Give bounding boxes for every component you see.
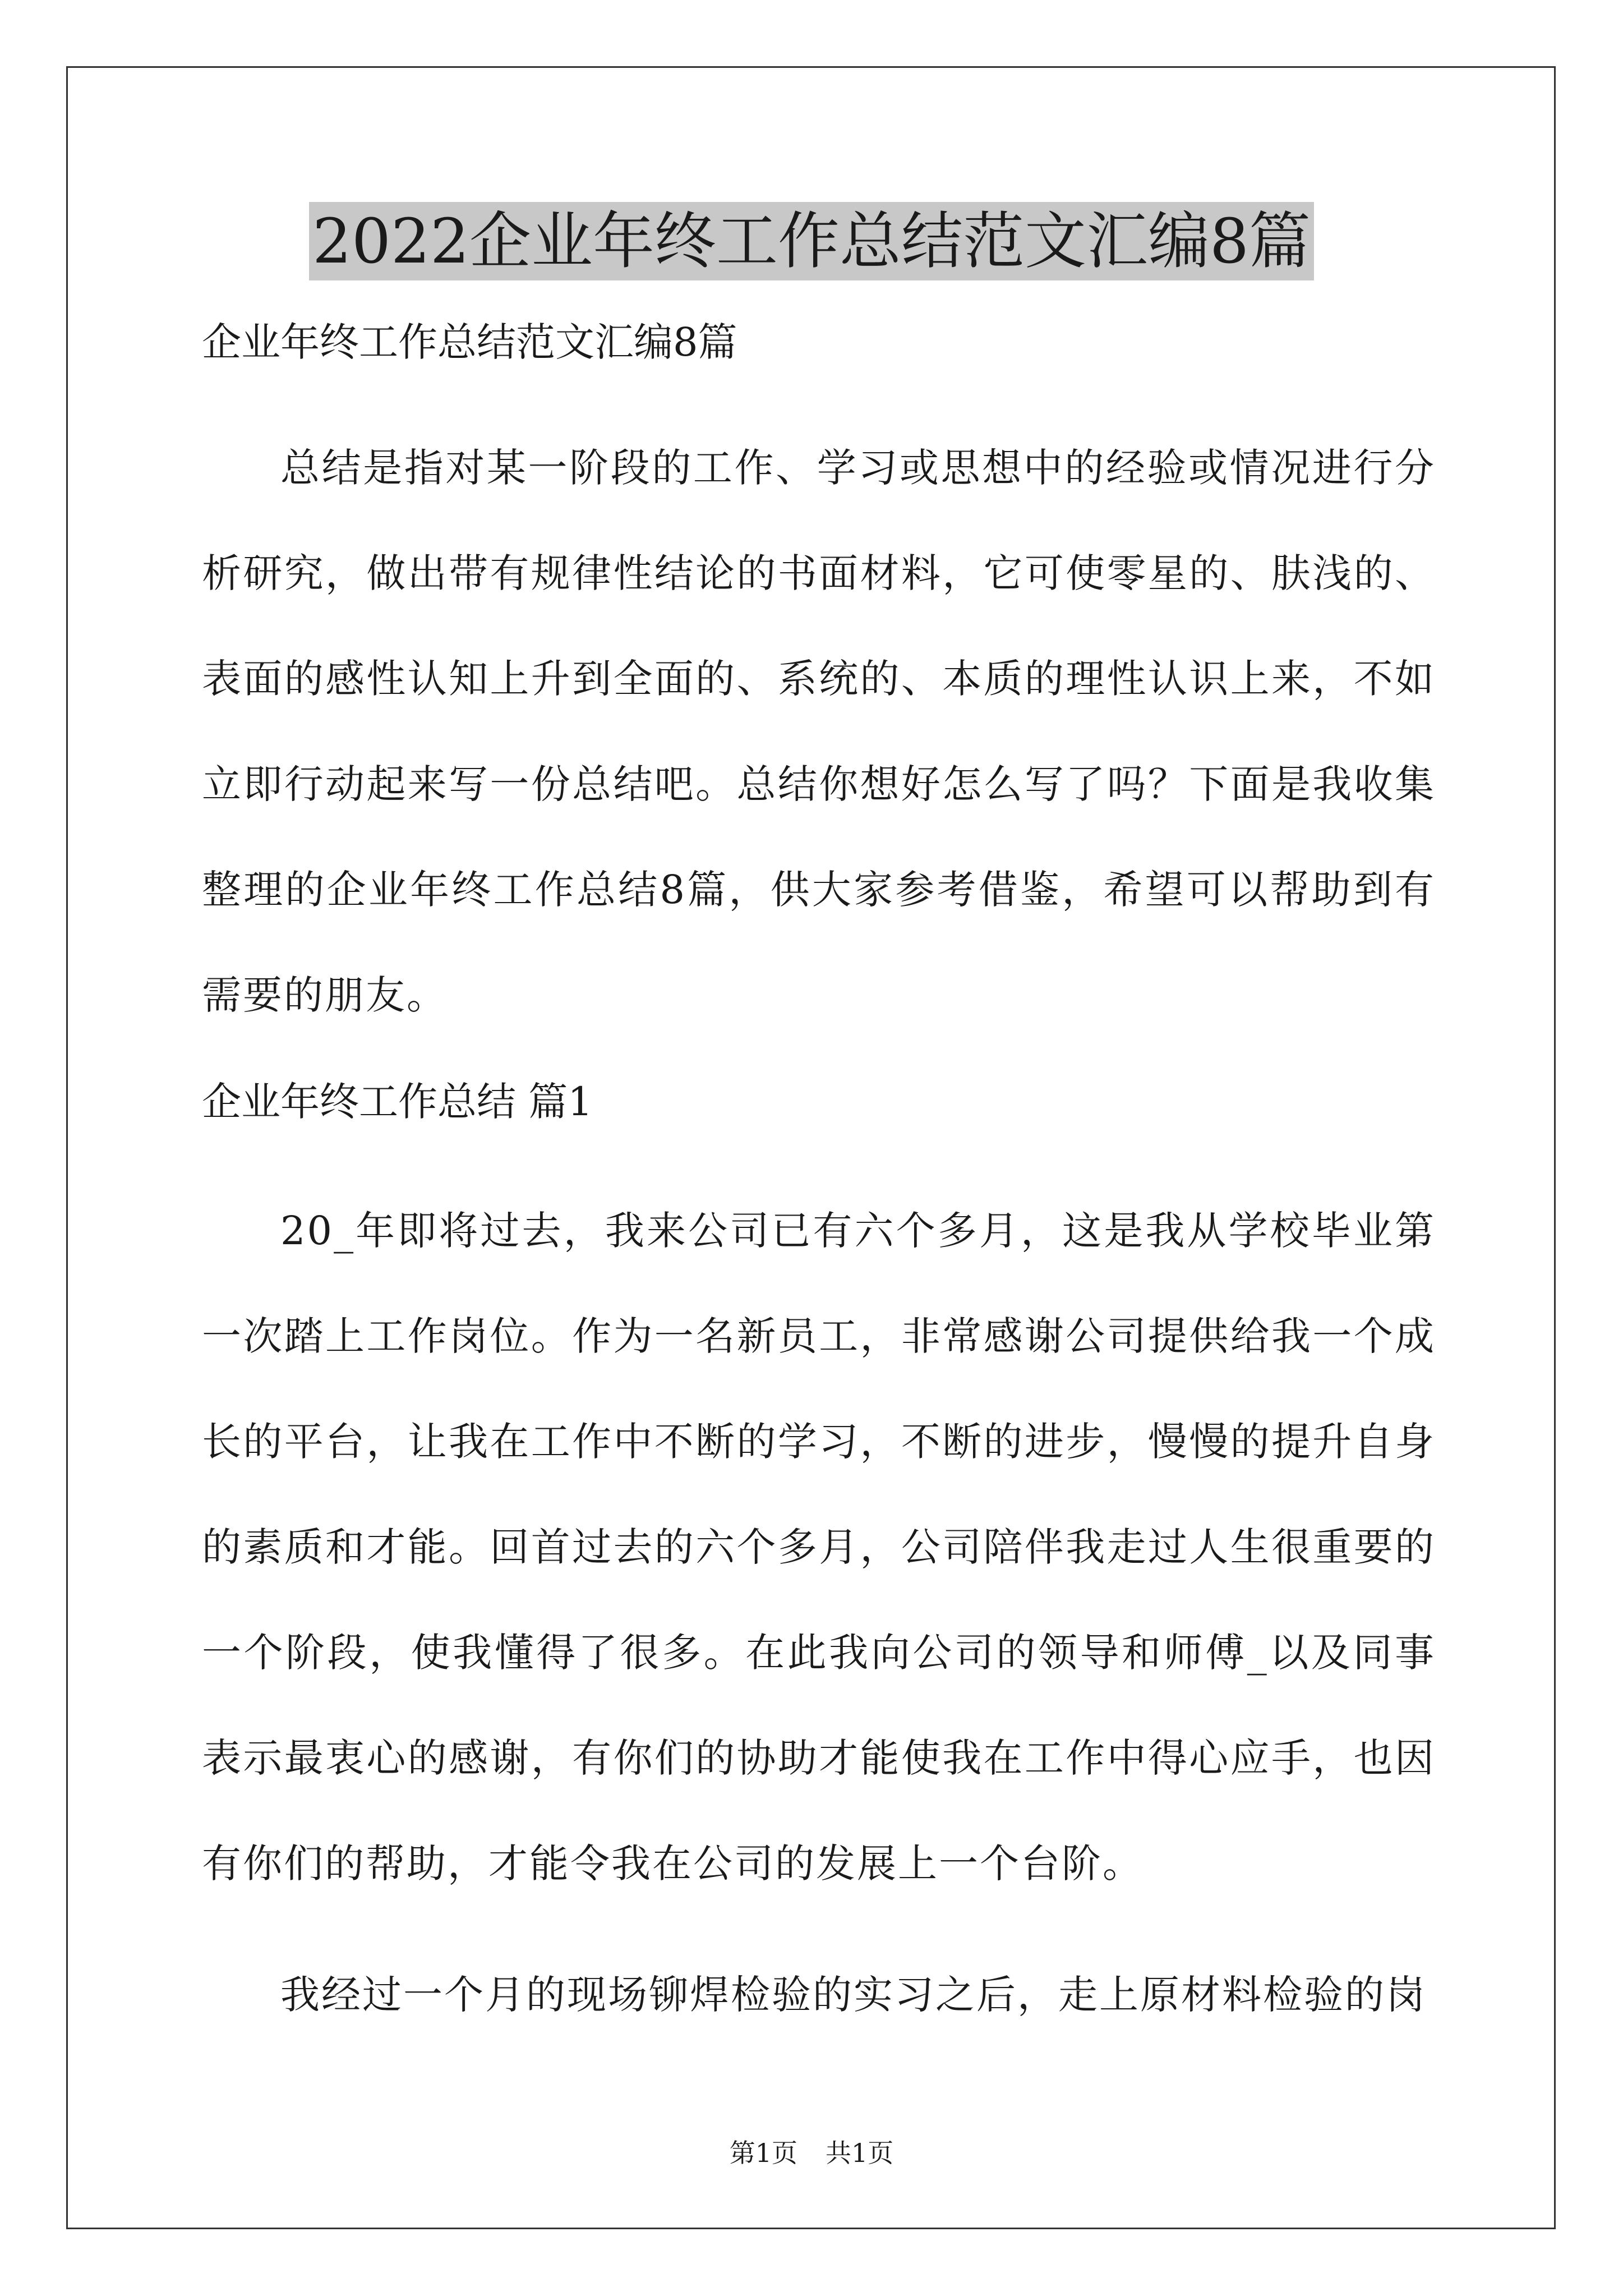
intro-paragraph: 总结是指对某一阶段的工作、学习或思想中的经验或情况进行分析研究，做出带有规律性结论的书面材料，它可使零星的、肤浅的、表面的感性认知上升到全面的、系统的、本质的理性认识上来，不如立即行动起来写一份总结吧。总结你想好怎么写了吗？下面是我收集整理的企业年终工作总结8篇，供大家参考借鉴，希望可以帮助到有需要的朋友。 <box>202 445 1436 1018</box>
document-title: 2022企业年终工作总结范文汇编8篇 <box>309 202 1314 280</box>
section-heading: 企业年终工作总结 篇1 <box>202 1079 593 1125</box>
section-paragraph: 20_年即将过去，我来公司已有六个多月，这是我从学校毕业第一次踏上工作岗位。作为一名新员工，非常感谢公司提供给我一个成长的平台，让我在工作中不断的学习，不断的进步，慢慢的提升自身的素质和才能。回首过去的六个多月，公司陪伴我走过人生很重要的一个阶段，使我懂得了很多。在此我向公司的领导和师傅_以及同事表示最衷心的感谢，有你们的协助才能使我在工作中得心应手，也因有你们的帮助，才能令我在公司的发展上一个台阶。 <box>202 1208 1436 1887</box>
page-footer <box>0 2136 1623 2170</box>
document-body <box>202 303 1436 2047</box>
title-container <box>0 202 1623 280</box>
document-subtitle: 企业年终工作总结范文汇编8篇 <box>202 319 737 365</box>
page-number: 第1页 <box>729 2138 797 2168</box>
section-paragraph-continued: 我经过一个月的现场铆焊检验的实习之后，走上原材料检验的岗 <box>280 1972 1427 2018</box>
page-count: 共1页 <box>826 2138 894 2168</box>
